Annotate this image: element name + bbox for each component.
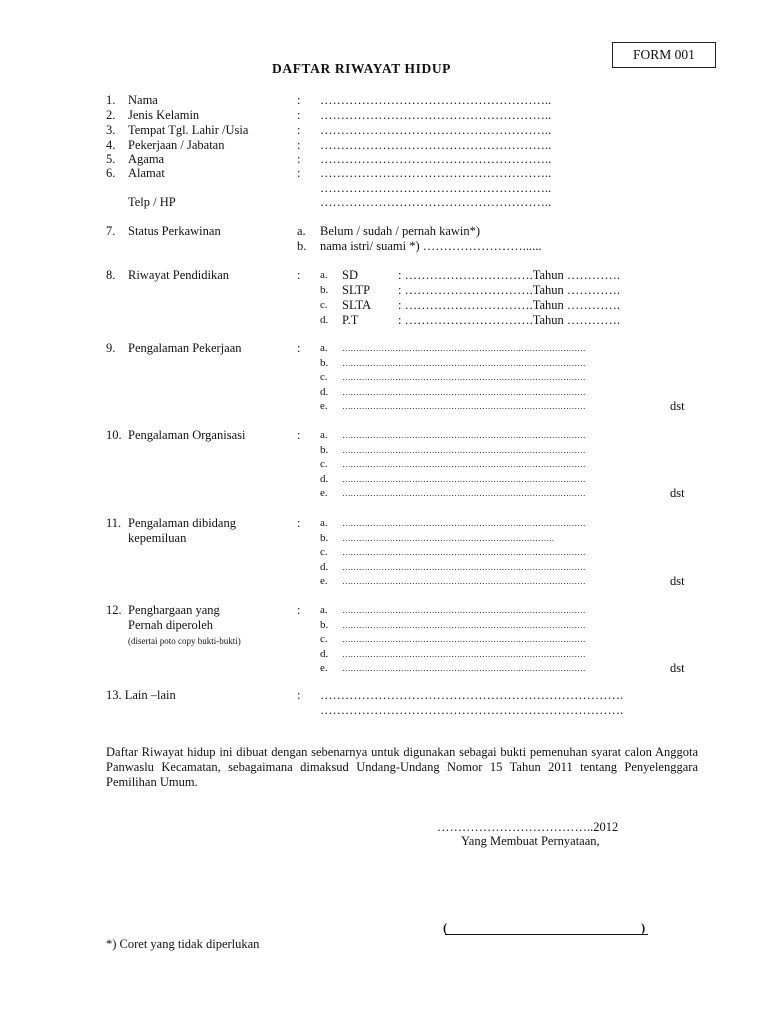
section-item-line: …………………………………………………………………………… [342, 576, 586, 587]
section-item-marker: b. [320, 531, 329, 544]
section-item-suffix: dst [670, 574, 685, 589]
date-line: ………………………………..2012 [437, 820, 619, 834]
field-num: 4. [106, 138, 116, 152]
field-num: 1. [106, 93, 116, 107]
section-item-line: …………………………………………………………………………… [342, 386, 586, 397]
section-item-line: …………………………………………………………………………… [342, 343, 586, 353]
lain-line-1: ………………………………………………………………. [320, 688, 624, 702]
section-item-line: …………………………………………………………………. [342, 532, 554, 543]
section-item-marker: c. [320, 371, 328, 384]
section-item-marker: e. [320, 487, 328, 500]
section-item-line: …………………………………………………………………………… [342, 648, 586, 659]
field-value-line: ……………………………………………….. [320, 166, 552, 180]
field-label: Alamat [128, 166, 165, 180]
field-label: Tempat Tgl. Lahir /Usia [128, 123, 249, 137]
education-line: : ………………………….Tahun …………. [398, 298, 621, 312]
education-marker: b. [320, 284, 329, 296]
status-b-text: nama istri/ suami *) ……………………...... [320, 239, 542, 253]
section-item-marker: d. [320, 647, 329, 660]
form-code: FORM 001 [633, 47, 695, 62]
field-value-line: ……………………………………………….. [320, 138, 552, 152]
section-note: (disertai poto copy bukti-bukti) [128, 636, 241, 646]
section-item-line: …………………………………………………………………………… [342, 444, 586, 455]
education-level: P.T [342, 313, 359, 327]
field-colon: : [297, 108, 301, 122]
telp-value: ……………………………………………….. [320, 195, 552, 209]
telp-label: Telp / HP [128, 195, 176, 209]
education-marker: d. [320, 314, 329, 326]
section-item-suffix: dst [670, 661, 685, 676]
section-item-line: …………………………………………………………………………… [342, 401, 586, 412]
section-item-line: …………………………………………………………………………… [342, 561, 586, 572]
section-item-marker: e. [320, 662, 328, 675]
section-num: 12. [106, 603, 122, 617]
section-num: 11. [106, 516, 122, 530]
section-item-marker: a. [320, 429, 328, 441]
signature-line [445, 919, 648, 935]
lain-line-2: ………………………………………………………………. [320, 703, 624, 717]
section-item-line: …………………………………………………………………………… [342, 634, 586, 645]
field-colon: : [297, 166, 301, 180]
form-code-box [612, 42, 716, 68]
education-num: 8. [106, 268, 116, 282]
field-colon: : [297, 93, 301, 107]
section-label-line2: kepemiluan [128, 531, 187, 545]
signer-caption: Yang Membuat Pernyataan, [461, 834, 600, 848]
education-marker: a. [320, 269, 328, 281]
section-colon: : [297, 341, 301, 355]
education-level: SD [342, 268, 358, 282]
section-num: 9. [106, 341, 116, 355]
section-item-marker: c. [320, 546, 328, 559]
education-level: SLTA [342, 298, 372, 312]
section-item-suffix: dst [670, 486, 685, 501]
education-line: : ………………………….Tahun …………. [398, 283, 621, 297]
section-item-marker: a. [320, 604, 328, 616]
field-num: 3. [106, 123, 116, 137]
section-item-marker: e. [320, 575, 328, 588]
field-label: Nama [128, 93, 158, 107]
alamat-extra-line: ……………………………………………….. [320, 181, 552, 195]
status-b-marker: b. [297, 239, 307, 253]
section-item-marker: d. [320, 472, 329, 485]
field-label: Agama [128, 152, 165, 166]
status-a-marker: a. [297, 224, 306, 238]
field-value-line: ……………………………………………….. [320, 108, 552, 122]
signature-close-paren: ) [641, 921, 646, 935]
footnote: *) Coret yang tidak diperlukan [106, 937, 260, 951]
section-label: Pengalaman Pekerjaan [128, 341, 242, 355]
document-title: DAFTAR RIWAYAT HIDUP [272, 61, 452, 76]
section-label: Pengalaman dibidang [128, 516, 236, 530]
field-value-line: ……………………………………………….. [320, 93, 552, 107]
education-level: SLTP [342, 283, 371, 297]
section-item-line: …………………………………………………………………………… [342, 488, 586, 499]
field-colon: : [297, 123, 301, 137]
signature-open-paren: ( [443, 921, 448, 935]
section-item-line: …………………………………………………………………………… [342, 430, 586, 440]
lain-num: 13. [106, 688, 122, 702]
section-item-line: …………………………………………………………………………… [342, 459, 586, 470]
lain-colon: : [297, 688, 301, 702]
field-num: 6. [106, 166, 116, 180]
section-item-marker: d. [320, 385, 329, 398]
section-item-line: …………………………………………………………………………… [342, 357, 586, 368]
field-value-line: ……………………………………………….. [320, 152, 552, 166]
status-label: Status Perkawinan [128, 224, 221, 238]
section-item-marker: a. [320, 517, 328, 529]
section-item-line: …………………………………………………………………………… [342, 605, 586, 615]
section-item-marker: a. [320, 342, 328, 354]
section-item-marker: b. [320, 443, 329, 456]
section-colon: : [297, 516, 301, 530]
statement-paragraph: Daftar Riwayat hidup ini dibuat dengan sebenarnya untuk digunakan sebagai bukti pemenuhan syarat calon Anggota Panwaslu Kecamatan, sebagaimana dimaksud Undang-Undang Nomor 15 Tahun 2011 tentang Penyelenggara Pemilihan Umum. [106, 745, 698, 789]
section-item-marker: b. [320, 618, 329, 631]
field-num: 2. [106, 108, 116, 122]
field-colon: : [297, 152, 301, 166]
section-item-marker: d. [320, 560, 329, 573]
section-item-line: …………………………………………………………………………… [342, 619, 586, 630]
education-colon: : [297, 268, 301, 282]
section-item-line: …………………………………………………………………………… [342, 663, 586, 674]
section-item-marker: e. [320, 400, 328, 413]
section-item-line: …………………………………………………………………………… [342, 372, 586, 383]
field-label: Pekerjaan / Jabatan [128, 138, 225, 152]
section-colon: : [297, 603, 301, 617]
section-item-line: …………………………………………………………………………… [342, 473, 586, 484]
status-a-text: Belum / sudah / pernah kawin*) [320, 224, 481, 238]
section-label: Pengalaman Organisasi [128, 428, 246, 442]
section-item-marker: c. [320, 633, 328, 646]
education-line: : ………………………….Tahun …………. [398, 268, 621, 282]
section-label-line2: Pernah diperoleh [128, 618, 214, 632]
field-label: Jenis Kelamin [128, 108, 200, 122]
lain-label [106, 688, 176, 702]
section-num: 10. [106, 428, 122, 442]
section-item-marker: b. [320, 356, 329, 369]
status-num: 7. [106, 224, 116, 238]
section-label: Penghargaan yang [128, 603, 220, 617]
field-value-line: ……………………………………………….. [320, 123, 552, 137]
lain-text: Lain –lain [124, 688, 176, 702]
field-colon: : [297, 138, 301, 152]
education-line: : ………………………….Tahun …………. [398, 313, 621, 327]
field-num: 5. [106, 152, 116, 166]
education-label: Riwayat Pendidikan [128, 268, 230, 282]
section-item-line: …………………………………………………………………………… [342, 547, 586, 558]
section-item-marker: c. [320, 458, 328, 471]
section-item-suffix: dst [670, 399, 685, 414]
education-marker: c. [320, 299, 328, 311]
section-item-line: …………………………………………………………………………… [342, 518, 586, 528]
section-colon: : [297, 428, 301, 442]
